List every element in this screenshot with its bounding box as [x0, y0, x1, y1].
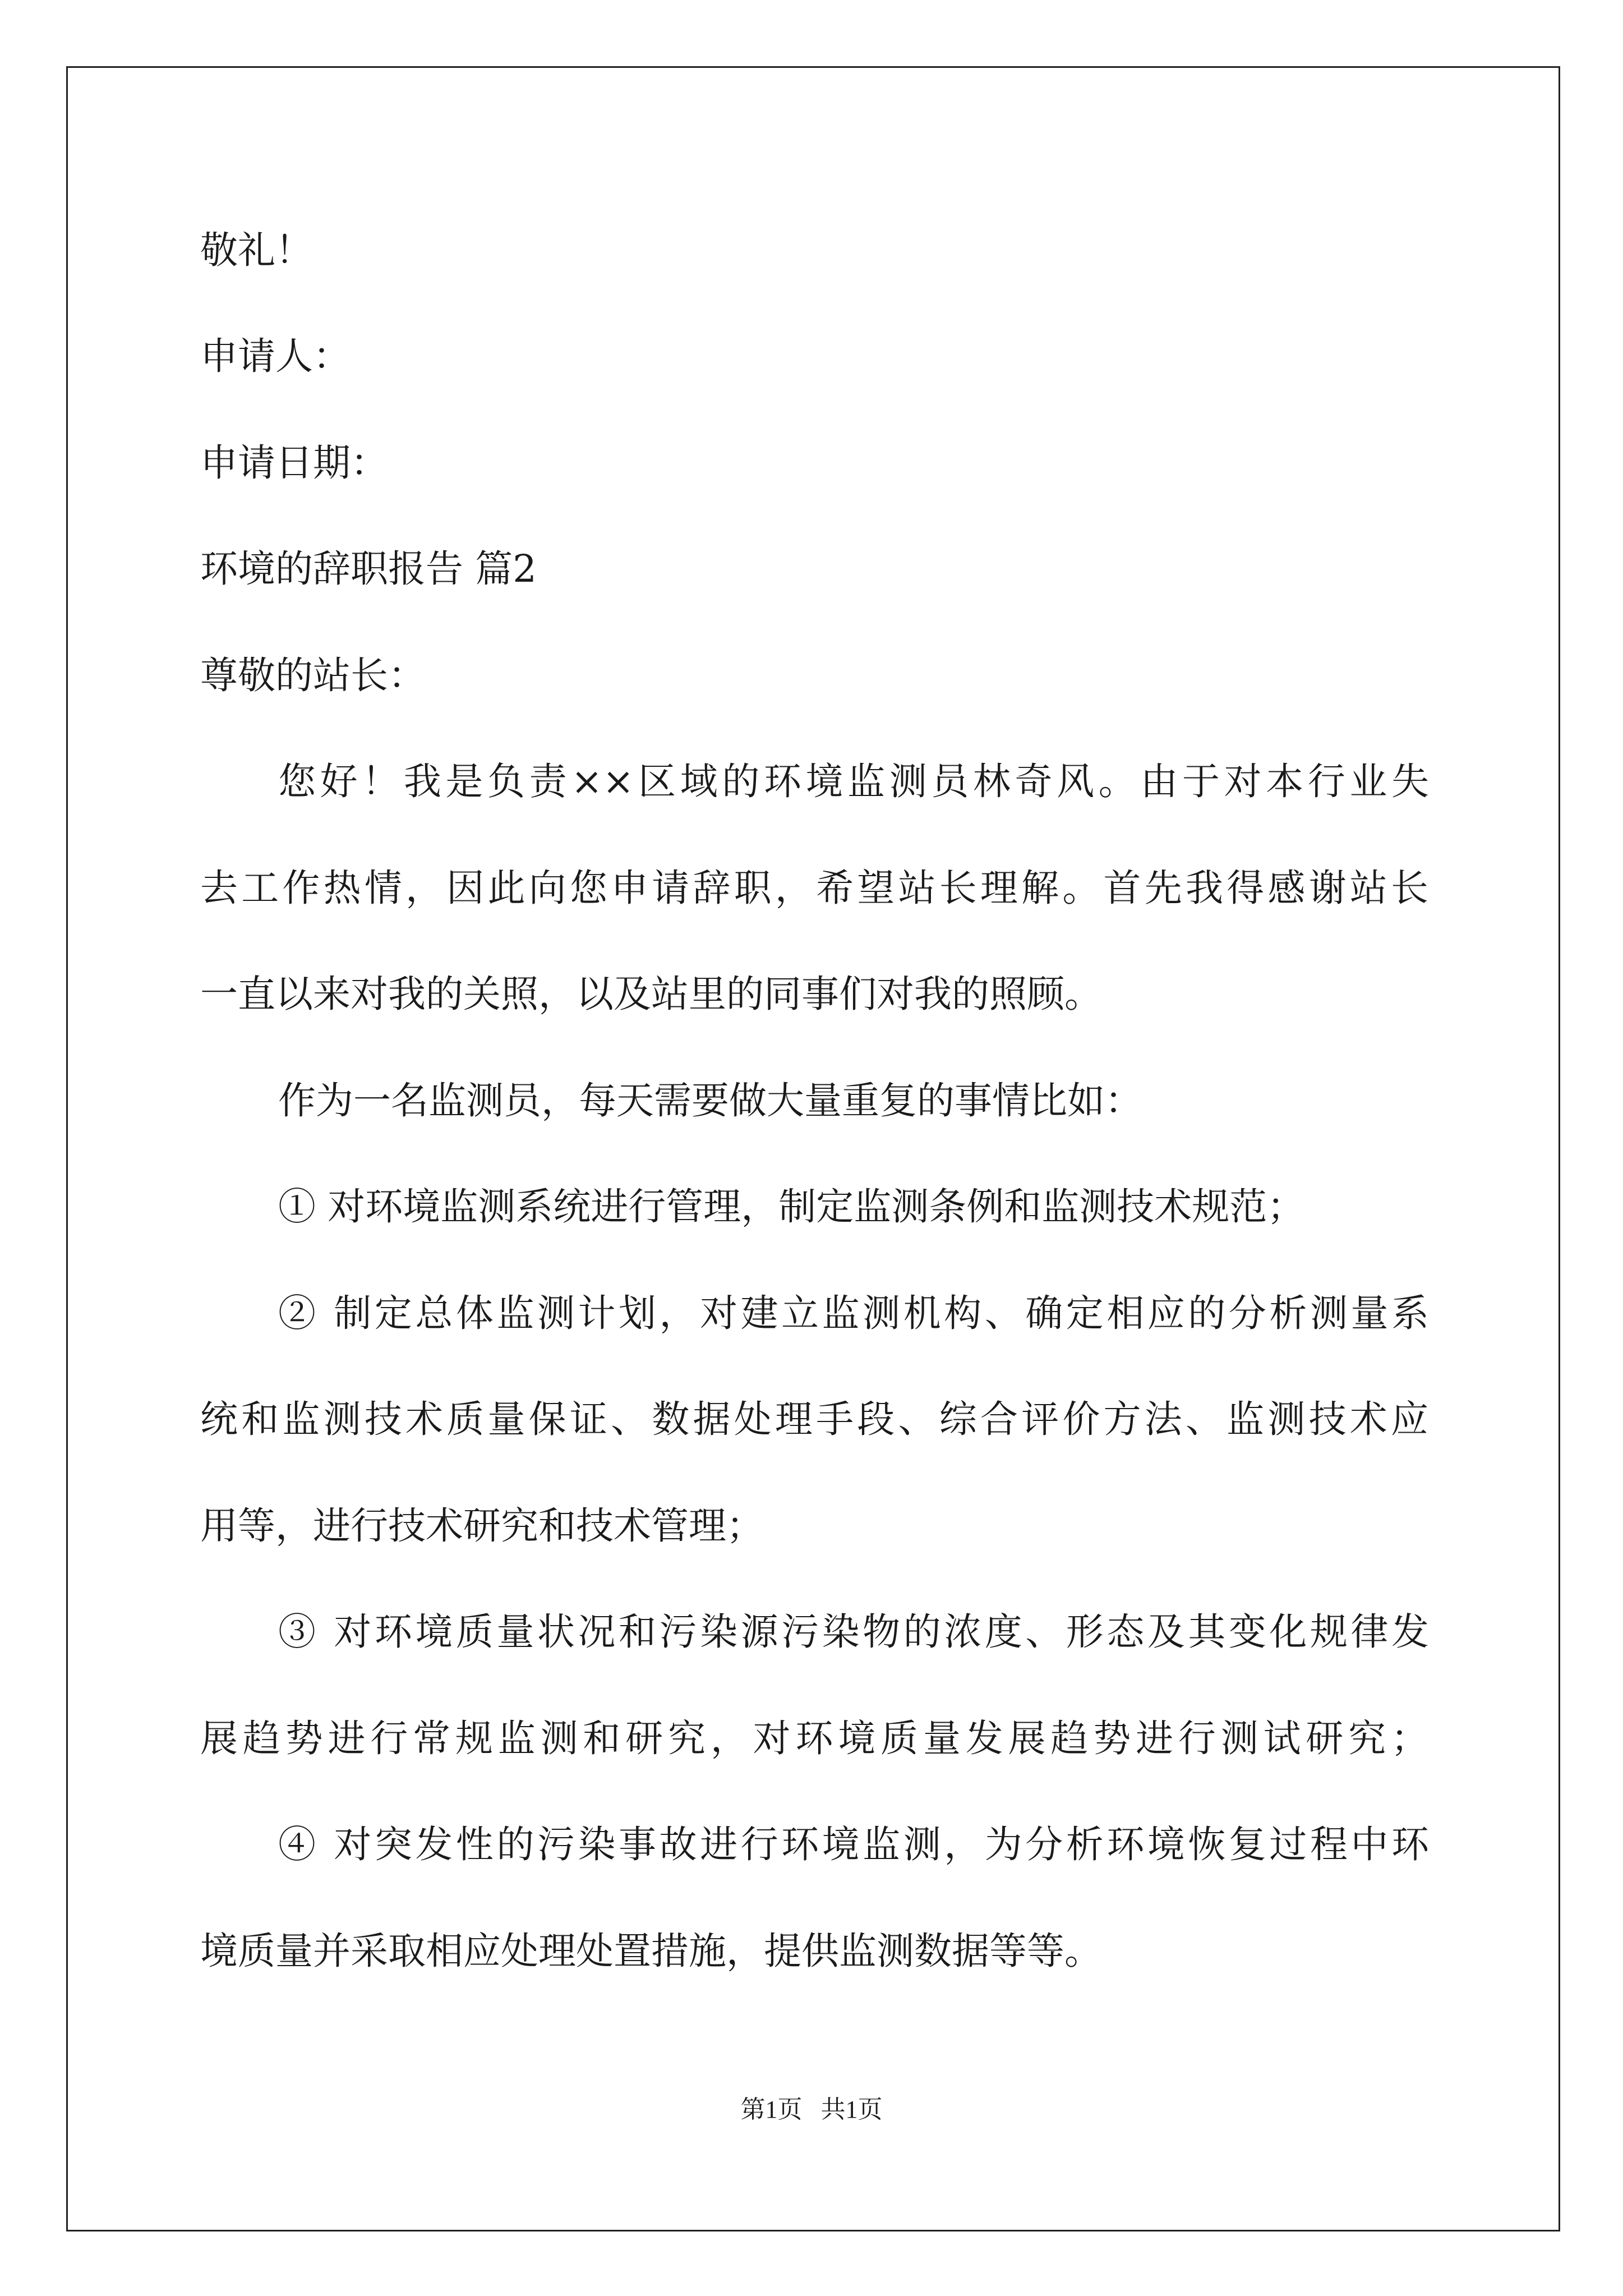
paragraph-line: 作为一名监测员，每天需要做大量重复的事情比如： — [278, 1079, 1142, 1122]
applicant-label: 申请人： — [200, 334, 351, 378]
list-item-2: ② 制定总体监测计划，对建立监测机构、确定相应的分析测量系 — [278, 1291, 1429, 1335]
paragraph-line: 您好！我是负责××区域的环境监测员林奇风。由于对本行业失 — [278, 760, 1429, 803]
list-item-4: ④ 对突发性的污染事故进行环境监测，为分析环境恢复过程中环 — [278, 1823, 1429, 1866]
page-number-footer: 第1页 共1页 — [740, 2096, 883, 2123]
paragraph-line: 去工作热情，因此向您申请辞职，希望站长理解。首先我得感谢站长 — [200, 866, 1428, 910]
closing-salutation: 敬礼！ — [200, 228, 313, 272]
list-item-4-line: 境质量并采取相应处理处置措施，提供监测数据等等。 — [200, 1929, 1102, 1973]
list-item-2-line: 用等，进行技术研究和技术管理； — [200, 1504, 764, 1548]
application-date-label: 申请日期： — [200, 441, 388, 485]
list-item-1: ① 对环境监测系统进行管理，制定监测条例和监测技术规范； — [278, 1185, 1305, 1228]
list-item-2-line: 统和监测技术质量保证、数据处理手段、综合评价方法、监测技术应 — [200, 1397, 1428, 1441]
page-border — [66, 66, 1560, 2231]
greeting: 尊敬的站长： — [200, 654, 426, 697]
paragraph-line: 一直以来对我的关照，以及站里的同事们对我的照顾。 — [200, 972, 1102, 1016]
section-heading: 环境的辞职报告 篇2 — [200, 547, 537, 591]
list-item-3: ③ 对环境质量状况和污染源污染物的浓度、形态及其变化规律发 — [278, 1610, 1429, 1654]
list-item-3-line: 展趋势进行常规监测和研究，对环境质量发展趋势进行测试研究； — [200, 1717, 1428, 1760]
